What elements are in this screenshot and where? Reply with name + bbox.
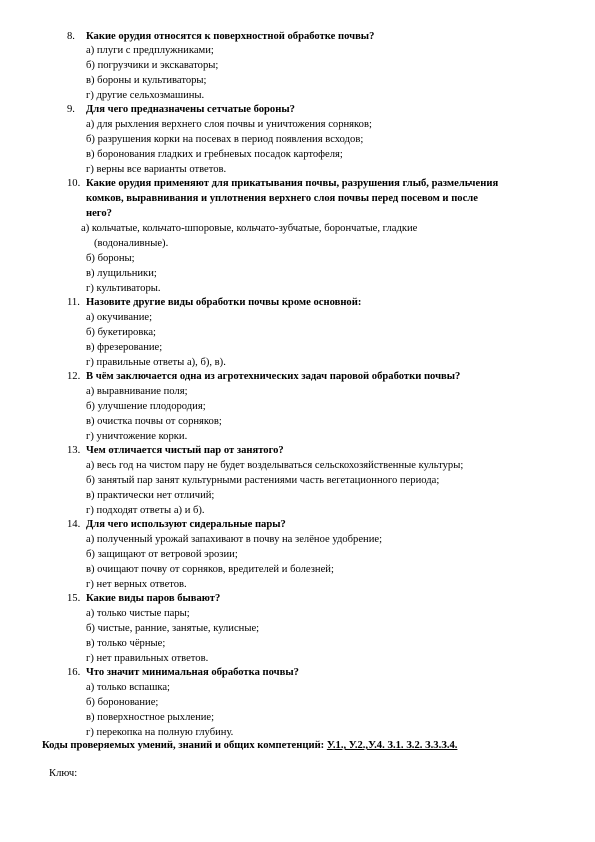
- competency-codes-line: [42, 739, 562, 753]
- option: в) практически нет отличий;: [86, 490, 215, 501]
- question-text: Чем отличается чистый пар от занятого?: [86, 445, 284, 456]
- option: г) культиваторы.: [86, 283, 161, 294]
- answer-key-label: Ключ:: [49, 768, 78, 779]
- option: г) нет верных ответов.: [86, 579, 187, 590]
- question-text: Назовите другие виды обработки почвы кроме основной:: [86, 297, 362, 308]
- competency-codes: У.1., У.2.,У.4. З.1. З.2. З.3.З.4.: [326, 740, 458, 751]
- question-10-continued: [86, 192, 586, 206]
- question-8: [67, 30, 567, 44]
- option: а) полученный урожай запахивают в почву на зелёное удобрение;: [86, 534, 383, 545]
- question-text: Для чего используют сидеральные пары?: [86, 519, 286, 530]
- option: в) поверхностное рыхление;: [86, 712, 215, 723]
- question-10: [67, 177, 567, 191]
- option: б) чистые, ранние, занятые, кулисные;: [86, 623, 260, 634]
- question-number: 13.: [67, 445, 81, 456]
- question-number: 9.: [67, 104, 75, 115]
- option: а) окучивание;: [86, 312, 153, 323]
- question-13: [67, 444, 567, 458]
- option: а) только вспашка;: [86, 682, 170, 693]
- question-14: [67, 518, 567, 532]
- question-number: 15.: [67, 593, 81, 604]
- question-text: Какие орудия относятся к поверхностной обработке почвы?: [86, 31, 375, 42]
- question-text: Для чего предназначены сетчатые бороны?: [86, 104, 295, 115]
- option: б) занятый пар занят культурными растениями часть вегетационного периода;: [86, 475, 440, 486]
- question-text: В чём заключается одна из агротехнических задач паровой обработки почвы?: [86, 371, 461, 382]
- option: а) весь год на чистом пару не будет возделываться сельскохозяйственные культуры;: [86, 460, 464, 471]
- option: в) лущильники;: [86, 268, 157, 279]
- option: б) погрузчики и экскаваторы;: [86, 60, 219, 71]
- question-12: [67, 370, 567, 384]
- question-11: [67, 296, 567, 310]
- question-number: 12.: [67, 371, 81, 382]
- option-continued: (водоналивные).: [94, 238, 169, 249]
- question-text-line: него?: [86, 208, 112, 219]
- option: г) нет правильных ответов.: [86, 653, 209, 664]
- question-9: [67, 103, 567, 117]
- option: в) боронования гладких и гребневых посадок картофеля;: [86, 149, 343, 160]
- option: г) верны все варианты ответов.: [86, 164, 227, 175]
- question-text-line: комков, выравнивания и уплотнения верхнего слоя почвы перед посевом и после: [86, 193, 478, 204]
- option: г) правильные ответы а), б), в).: [86, 357, 226, 368]
- question-number: 11.: [67, 297, 80, 308]
- question-16: [67, 666, 567, 680]
- question-15: [67, 592, 567, 606]
- option: а) кольчатые, кольчато-шпоровые, кольчато-зубчатые, борончатые, гладкие: [81, 223, 418, 234]
- question-10-continued: [86, 207, 586, 221]
- question-text: Какие виды паров бывают?: [86, 593, 221, 604]
- option: в) очищают почву от сорняков, вредителей и болезней;: [86, 564, 334, 575]
- option: в) бороны и культиваторы;: [86, 75, 207, 86]
- option: а) только чистые пары;: [86, 608, 190, 619]
- option: а) для рыхления верхнего слоя почвы и уничтожения сорняков;: [86, 119, 372, 130]
- option: в) только чёрные;: [86, 638, 166, 649]
- question-number: 10.: [67, 178, 81, 189]
- option: г) перекопка на полную глубину.: [86, 727, 234, 738]
- question-text-line: Какие орудия применяют для прикатывания почвы, разрушения глыб, размельчения: [86, 178, 499, 189]
- option: г) подходят ответы а) и б).: [86, 505, 205, 516]
- option: б) бороны;: [86, 253, 135, 264]
- option: г) другие сельхозмашины.: [86, 90, 205, 101]
- option: а) плуги с предплужниками;: [86, 45, 214, 56]
- option: б) боронование;: [86, 697, 159, 708]
- option: б) букетировка;: [86, 327, 156, 338]
- option: г) уничтожение корки.: [86, 431, 188, 442]
- question-text: Что значит минимальная обработка почвы?: [86, 667, 299, 678]
- option: в) фрезерование;: [86, 342, 163, 353]
- competency-codes-label: Коды проверяемых умений, знаний и общих компетенций:: [42, 740, 327, 751]
- option: б) разрушения корки на посевах в период появления всходов;: [86, 134, 364, 145]
- option: б) защищают от ветровой эрозии;: [86, 549, 238, 560]
- option: а) выравнивание поля;: [86, 386, 188, 397]
- question-number: 14.: [67, 519, 81, 530]
- option: в) очистка почвы от сорняков;: [86, 416, 222, 427]
- question-number: 16.: [67, 667, 81, 678]
- question-number: 8.: [67, 31, 75, 42]
- option: б) улучшение плодородия;: [86, 401, 206, 412]
